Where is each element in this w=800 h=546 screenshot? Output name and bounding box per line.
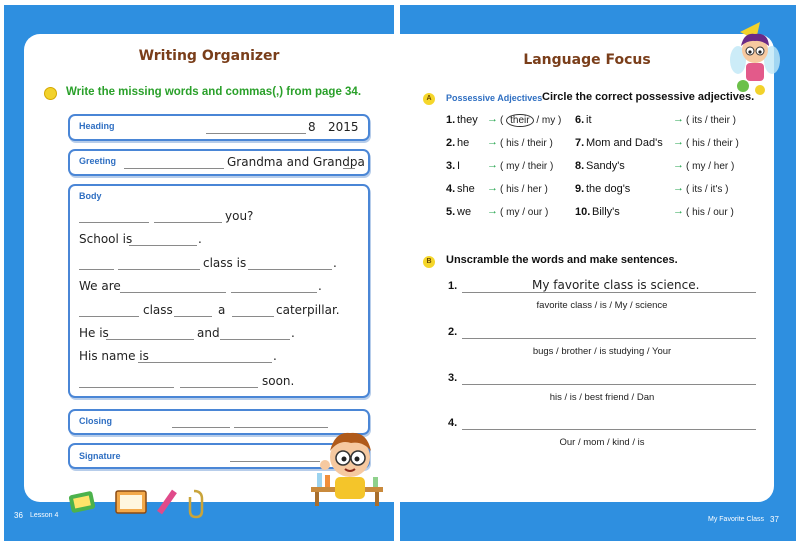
- possessive-option-circled[interactable]: their: [506, 114, 533, 127]
- green-arrow-icon: →: [487, 182, 498, 194]
- slash-separator: /: [705, 161, 714, 172]
- fairy-illustration: [730, 20, 780, 102]
- slash-separator: /: [519, 161, 528, 172]
- green-arrow-icon: →: [673, 159, 684, 171]
- possessive-choice-group: [686, 184, 728, 195]
- right-page: [400, 34, 774, 502]
- body-line3-blank1[interactable]: [79, 269, 114, 270]
- slash-separator: /: [518, 184, 528, 195]
- body-line1-blank2[interactable]: [154, 222, 222, 223]
- body-line7-blank[interactable]: [138, 362, 272, 363]
- unscramble-answer-text: My favorite class is science.: [532, 278, 700, 292]
- greeting-blank-line[interactable]: [124, 168, 224, 169]
- possessive-item-number: 6.: [575, 114, 585, 126]
- heading-label: Heading: [79, 121, 115, 131]
- slash-separator: /: [519, 207, 528, 218]
- heading-month-line[interactable]: [206, 133, 306, 134]
- body-line3-text: class is: [203, 256, 247, 270]
- unscramble-item-number: 3.: [448, 372, 458, 384]
- possessive-option[interactable]: their: [527, 161, 548, 172]
- section-b-badge: B: [423, 256, 435, 268]
- green-arrow-icon: →: [487, 113, 498, 125]
- possessive-item-number: 10.: [575, 206, 591, 218]
- possessive-option[interactable]: his: [692, 207, 705, 218]
- unscramble-word-hint: Our / mom / kind / is: [559, 437, 645, 448]
- green-arrow-icon: →: [673, 205, 684, 217]
- signature-label: Signature: [79, 451, 121, 461]
- possessive-option[interactable]: its: [692, 184, 703, 195]
- possessive-option[interactable]: their: [713, 138, 733, 149]
- green-arrow-icon: →: [487, 205, 498, 217]
- possessive-item-number: 5.: [446, 206, 456, 218]
- possessive-option[interactable]: its: [692, 115, 703, 126]
- body-line4-period: .: [318, 279, 322, 293]
- body-line7-period: .: [273, 349, 277, 363]
- paren-open: (: [500, 138, 507, 149]
- possessive-item-word: he: [457, 137, 470, 149]
- possessive-option[interactable]: my: [541, 115, 556, 126]
- possessive-option[interactable]: our: [527, 207, 543, 218]
- possessive-option[interactable]: her: [527, 184, 542, 195]
- greeting-comma-line[interactable]: [343, 168, 355, 169]
- body-label: Body: [79, 191, 102, 201]
- possessive-item-number: 7.: [575, 137, 585, 149]
- slash-separator: /: [533, 115, 542, 126]
- left-page-number: 36: [14, 511, 23, 520]
- paren-open: (: [686, 184, 693, 195]
- paren-close: ): [541, 184, 548, 195]
- greeting-value: Grandma and Grandpa: [227, 155, 365, 169]
- body-line8-blank2[interactable]: [180, 387, 258, 388]
- body-line3-period: .: [333, 256, 337, 270]
- possessive-item-number: 1.: [446, 114, 456, 126]
- paren-close: ): [722, 184, 729, 195]
- heading-year: 2015: [328, 120, 359, 134]
- slash-separator: /: [704, 207, 714, 218]
- section-b-instruction: Unscramble the words and make sentences.: [446, 254, 678, 266]
- unscramble-item-number: 2.: [448, 326, 458, 338]
- body-line5-blank2[interactable]: [174, 316, 212, 317]
- paren-close: ): [546, 138, 553, 149]
- possessive-option[interactable]: his: [692, 138, 705, 149]
- unscramble-item-number: 1.: [448, 280, 458, 292]
- green-arrow-icon: →: [487, 136, 498, 148]
- body-line5-text-c: caterpillar.: [276, 303, 340, 317]
- body-line4-blank1[interactable]: [120, 292, 226, 293]
- closing-label: Closing: [79, 416, 112, 426]
- possessive-item-word: it: [586, 114, 592, 126]
- slash-separator: /: [702, 184, 711, 195]
- possessive-item-word: they: [457, 114, 478, 126]
- pencil-bullet-icon: [44, 87, 57, 100]
- possessive-option[interactable]: their: [710, 115, 730, 126]
- possessive-option[interactable]: her: [713, 161, 729, 172]
- body-line3-blank2[interactable]: [118, 269, 200, 270]
- body-line4-blank2[interactable]: [231, 292, 317, 293]
- paren-close: ): [729, 115, 737, 126]
- body-line6-text-a: He is: [79, 326, 109, 340]
- body-line6-text-b: and: [197, 326, 220, 340]
- unscramble-item-number: 4.: [448, 417, 458, 429]
- possessive-option[interactable]: his: [506, 184, 519, 195]
- green-arrow-icon: →: [673, 113, 684, 125]
- unscramble-answer-line[interactable]: [462, 338, 756, 339]
- unscramble-word-hint: favorite class / is / My / science: [536, 300, 668, 311]
- stationery-stickers: [66, 485, 226, 519]
- possessive-choice-group: [500, 138, 553, 149]
- paren-open: (: [686, 138, 693, 149]
- body-line8-text: soon.: [262, 374, 295, 388]
- possessive-choice-group: [686, 207, 734, 218]
- possessive-item-number: 9.: [575, 183, 585, 195]
- body-line3-blank3[interactable]: [248, 269, 332, 270]
- possessive-choice-group: [500, 184, 548, 195]
- possessive-choice-group: [500, 115, 561, 126]
- possessive-option[interactable]: their: [527, 138, 547, 149]
- possessive-item-word: she: [457, 183, 475, 195]
- possessive-item-number: 8.: [575, 160, 585, 172]
- paren-close: ): [555, 115, 562, 126]
- green-arrow-icon: →: [673, 182, 684, 194]
- paren-close: ): [732, 138, 739, 149]
- greeting-label: Greeting: [79, 156, 117, 166]
- possessive-item-word: the dog's: [586, 183, 631, 195]
- body-line6-blank1[interactable]: [106, 339, 194, 340]
- paren-open: (: [500, 184, 507, 195]
- possessive-item-word: I: [457, 160, 461, 172]
- body-line1-text: you?: [225, 209, 254, 223]
- paren-open: (: [686, 207, 693, 218]
- slash-separator: /: [518, 138, 528, 149]
- paren-open: (: [686, 161, 693, 172]
- unscramble-word-hint: bugs / brother / is studying / Your: [532, 346, 672, 357]
- paren-close: ): [547, 161, 554, 172]
- body-line7-text: His name is: [79, 349, 149, 363]
- possessive-option[interactable]: my: [692, 161, 706, 172]
- body-line5-text-a: class: [143, 303, 173, 317]
- possessive-choice-group: [686, 161, 734, 172]
- possessive-choice-group: [686, 138, 739, 149]
- body-line8-blank1[interactable]: [79, 387, 174, 388]
- right-page-number: 37: [770, 515, 779, 524]
- possessive-option[interactable]: his: [506, 138, 519, 149]
- unscramble-answer-line[interactable]: [462, 429, 756, 430]
- body-line6-period: .: [291, 326, 295, 340]
- possessive-item-word: Mom and Dad's: [586, 137, 663, 149]
- unscramble-word-hint: his / is / best friend / Dan: [549, 392, 655, 403]
- body-line6-blank2[interactable]: [220, 339, 290, 340]
- right-page-unit: My Favorite Class: [708, 516, 765, 523]
- paren-close: ): [542, 207, 549, 218]
- body-line1-blank1[interactable]: [79, 222, 149, 223]
- possessive-item-number: 3.: [446, 160, 456, 172]
- paren-open: (: [500, 207, 507, 218]
- paren-open: (: [500, 115, 507, 126]
- closing-blank1[interactable]: [172, 427, 230, 428]
- possessive-choice-group: [500, 207, 548, 218]
- body-line2-blank[interactable]: [129, 245, 197, 246]
- slash-separator: /: [704, 138, 714, 149]
- possessive-option[interactable]: it's: [710, 184, 723, 195]
- heading-day: 8: [308, 120, 316, 134]
- slash-separator: /: [702, 115, 711, 126]
- paren-close: ): [727, 207, 734, 218]
- possessive-option[interactable]: my: [506, 207, 520, 218]
- body-line5-text-b: a: [218, 303, 226, 317]
- unscramble-answer-line[interactable]: [462, 292, 756, 293]
- page-title-language-focus: Language Focus: [523, 52, 651, 68]
- possessive-choice-group: [686, 115, 736, 126]
- unscramble-answer-line[interactable]: [462, 384, 756, 385]
- possessive-option[interactable]: my: [506, 161, 520, 172]
- possessive-item-word: Sandy's: [586, 160, 625, 172]
- boy-scientist-illustration: [305, 425, 387, 510]
- section-a-category: Possessive Adjectives: [446, 93, 543, 103]
- green-arrow-icon: →: [487, 159, 498, 171]
- possessive-choice-group: [500, 161, 553, 172]
- paren-open: (: [500, 161, 507, 172]
- body-line2-period: .: [198, 232, 202, 246]
- body-line2-text: School is: [79, 232, 133, 246]
- body-line4-text: We are: [79, 279, 121, 293]
- possessive-option[interactable]: our: [713, 207, 728, 218]
- possessive-item-number: 4.: [446, 183, 456, 195]
- section-a-instruction: Circle the correct possessive adjectives.: [542, 91, 755, 103]
- possessive-item-word: we: [457, 206, 472, 218]
- left-page-lesson: Lesson 4: [30, 512, 59, 519]
- section-a-badge: A: [423, 93, 435, 105]
- possessive-item-word: Billy's: [592, 206, 620, 218]
- possessive-item-number: 2.: [446, 137, 456, 149]
- paren-open: (: [686, 115, 693, 126]
- body-line5-blank1[interactable]: [79, 316, 139, 317]
- page-title-writing-organizer: Writing Organizer: [138, 48, 280, 64]
- green-arrow-icon: →: [673, 136, 684, 148]
- body-line5-blank3[interactable]: [232, 316, 274, 317]
- writing-instruction: Write the missing words and commas(,) from page 34.: [66, 86, 362, 98]
- paren-close: ): [728, 161, 735, 172]
